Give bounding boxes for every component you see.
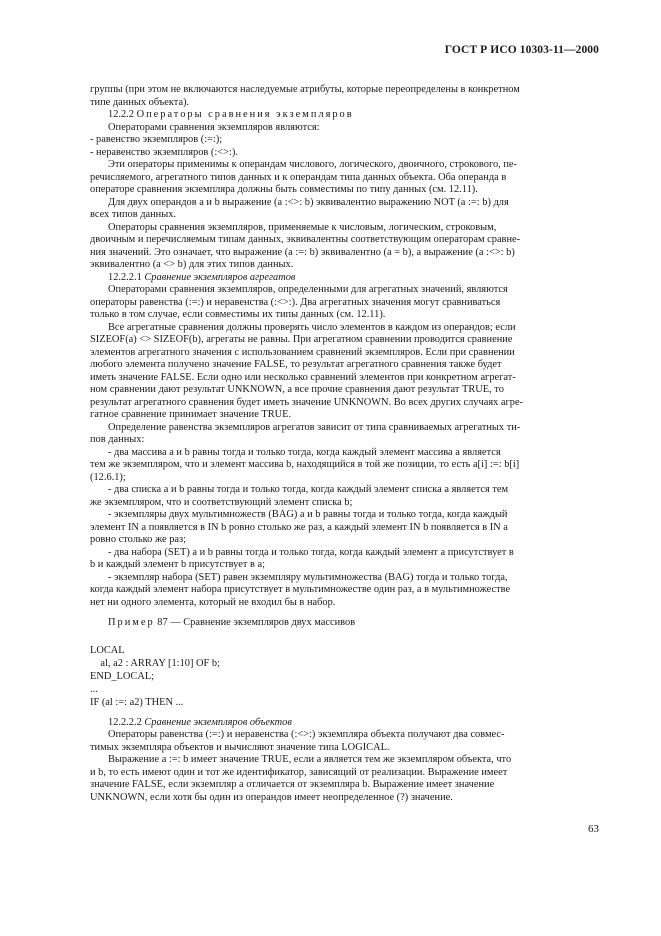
code-line: ... [90,683,98,695]
paragraph: Для двух операндов a и b выражение (a :<>: b) эквивалентно выражению NOT (a :=: b) для всех типов данных. [90,196,509,220]
paragraph: группы (при этом не включаются наследуемые атрибуты, которые переопределены в конкретном типе данных объекта). [90,84,520,108]
section-heading-12-2-2 [90,109,598,122]
paragraph: Выражение a :=: b имеет значение TRUE, если a является тем же экземпляром объекта, что и b, то есть имеют один и тот же идентификатор, зависящий от реализации. Выражение имеет значение FALSE, если экземпляр a отличается от экземпляра b. Выражение имеет значение UNKNOWN, если хотя бы один из операндов имеет неопределенное (?) значение. [90,754,512,803]
list-item: - равенство экземпляров (:=:); [90,134,223,145]
example-text: 87 — Сравнение экземпляров двух массивов [154,617,356,628]
page-number: 63 [588,823,599,835]
code-line: IF (al :=: a2) THEN ... [90,696,184,708]
section-title: Операторы сравнения экземпляров [136,109,354,120]
list-item: - неравенство экземпляров (:<>:). [90,146,238,158]
example-caption [90,617,598,630]
page-content [90,84,598,804]
code-line: al, a2 : ARRAY [1:10] OF b; [90,657,220,669]
paragraph: Определение равенства экземпляров агрегатов зависит от типа сравниваемых агрегатных ти- пов данных: [90,421,521,445]
paragraph: Эти операторы применимы к операндам числового, логического, двоичного, строкового, пе- речисляемого, агрегатного типов данных и к операндам типа данных объекта. Оба операнда в операторе сравнения экземпляра должны быть совместимы по типу данных (см. 12.11). [90,159,517,195]
section-title: Сравнение экземпляров объектов [144,716,292,728]
list-item: - экземпляр набора (SET) равен экземпляру мультимножества (BAG) тогда и только тогда, когда каждый элемент набора присутствует в мультимножестве один раз, а в мультимножестве нет ни одного элемента, который не входил бы в набор. [90,571,511,608]
paragraph: Операторы сравнения экземпляров, применяемые к числовым, логическим, строковым, двоичным и перечисляемым типам данных, эквивалентны соответствующим операторам сравне- ния значений. Это означает, что выражение (a :=: b) эквивалентно (a = b), а выражение (a :<>: b) эквивалентно (a <> b) для этих типов данных. [90,221,521,270]
section-number: 12.2.2.1 [108,271,145,283]
section-number: 12.2.2.2 [108,716,145,728]
example-label: Пример [108,617,155,628]
paragraph: Операторами сравнения экземпляров, определенными для агрегатных значений, являются операторы равенства (:=:) и неравенства (:<>:). Два агрегатных значения могут сравниваться только в том случае, если совместимы их типы данных (см. 12.11). [90,284,508,320]
code-line: END_LOCAL; [90,670,155,682]
list-item: - экземпляры двух мультимножеств (BAG) a и b равны тогда и только тогда, когда каждый элемент IN a появляется в IN b ровно столько же раз, а каждый элемент IN b появляется в IN a ровно столько же раз; [90,509,508,545]
list-item: - два набора (SET) a и b равны тогда и только тогда, когда каждый элемент a присутствует в b и каждый элемент b присутствует в a; [90,546,514,570]
list-item: - два массива a и b равны тогда и только тогда, когда каждый элемент массива a является тем же экземпляром, что и элемент массива b, находящийся в той же позиции, то есть a[i] :=: b[i] (12.6.1); [90,446,520,483]
document-header: ГОСТ Р ИСО 10303-11—2000 [444,44,599,56]
code-line: LOCAL [90,644,125,656]
paragraph: Операторы равенства (:=:) и неравенства (:<>:) экземпляра объекта получают два совмес- тимых экземпляра объектов и вычисляют значение типа LOGICAL. [90,729,505,753]
list-item: - два списка a и b равны тогда и только тогда, когда каждый элемент списка a является тем же экземпляром, что и соответствующий элемент списка b; [90,484,509,508]
section-number: 12.2.2 [108,109,137,120]
section-heading-12-2-2-2 [90,717,598,730]
section-title: Сравнение экземпляров агрегатов [144,271,296,283]
paragraph: Все агрегатные сравнения должны проверять число элементов в каждом из операндов; если SIZEOF(a) <> SIZEOF(b), агрегаты не равны. При агрегатном сравнении проводится сравнение элементов агрегатного значения с использованием сравнений экземпляров. Если при сравнении любого элемента получено значение FALSE, то результат агрегатного сравнения также будет иметь значение FALSE. Если одно или несколько сравнений элементов при конкретном агрегат- ном сравнении дают результат UNKNOWN, а все прочие сравнения дают результат TRUE, то результат агрегатного сравнения будет иметь значение UNKNOWN. Во всех других случаях агре- гатное сравнение принимает значение TRUE. [90,321,524,420]
paragraph: Операторами сравнения экземпляров являются: [108,121,320,133]
section-heading-12-2-2-1 [90,272,598,285]
